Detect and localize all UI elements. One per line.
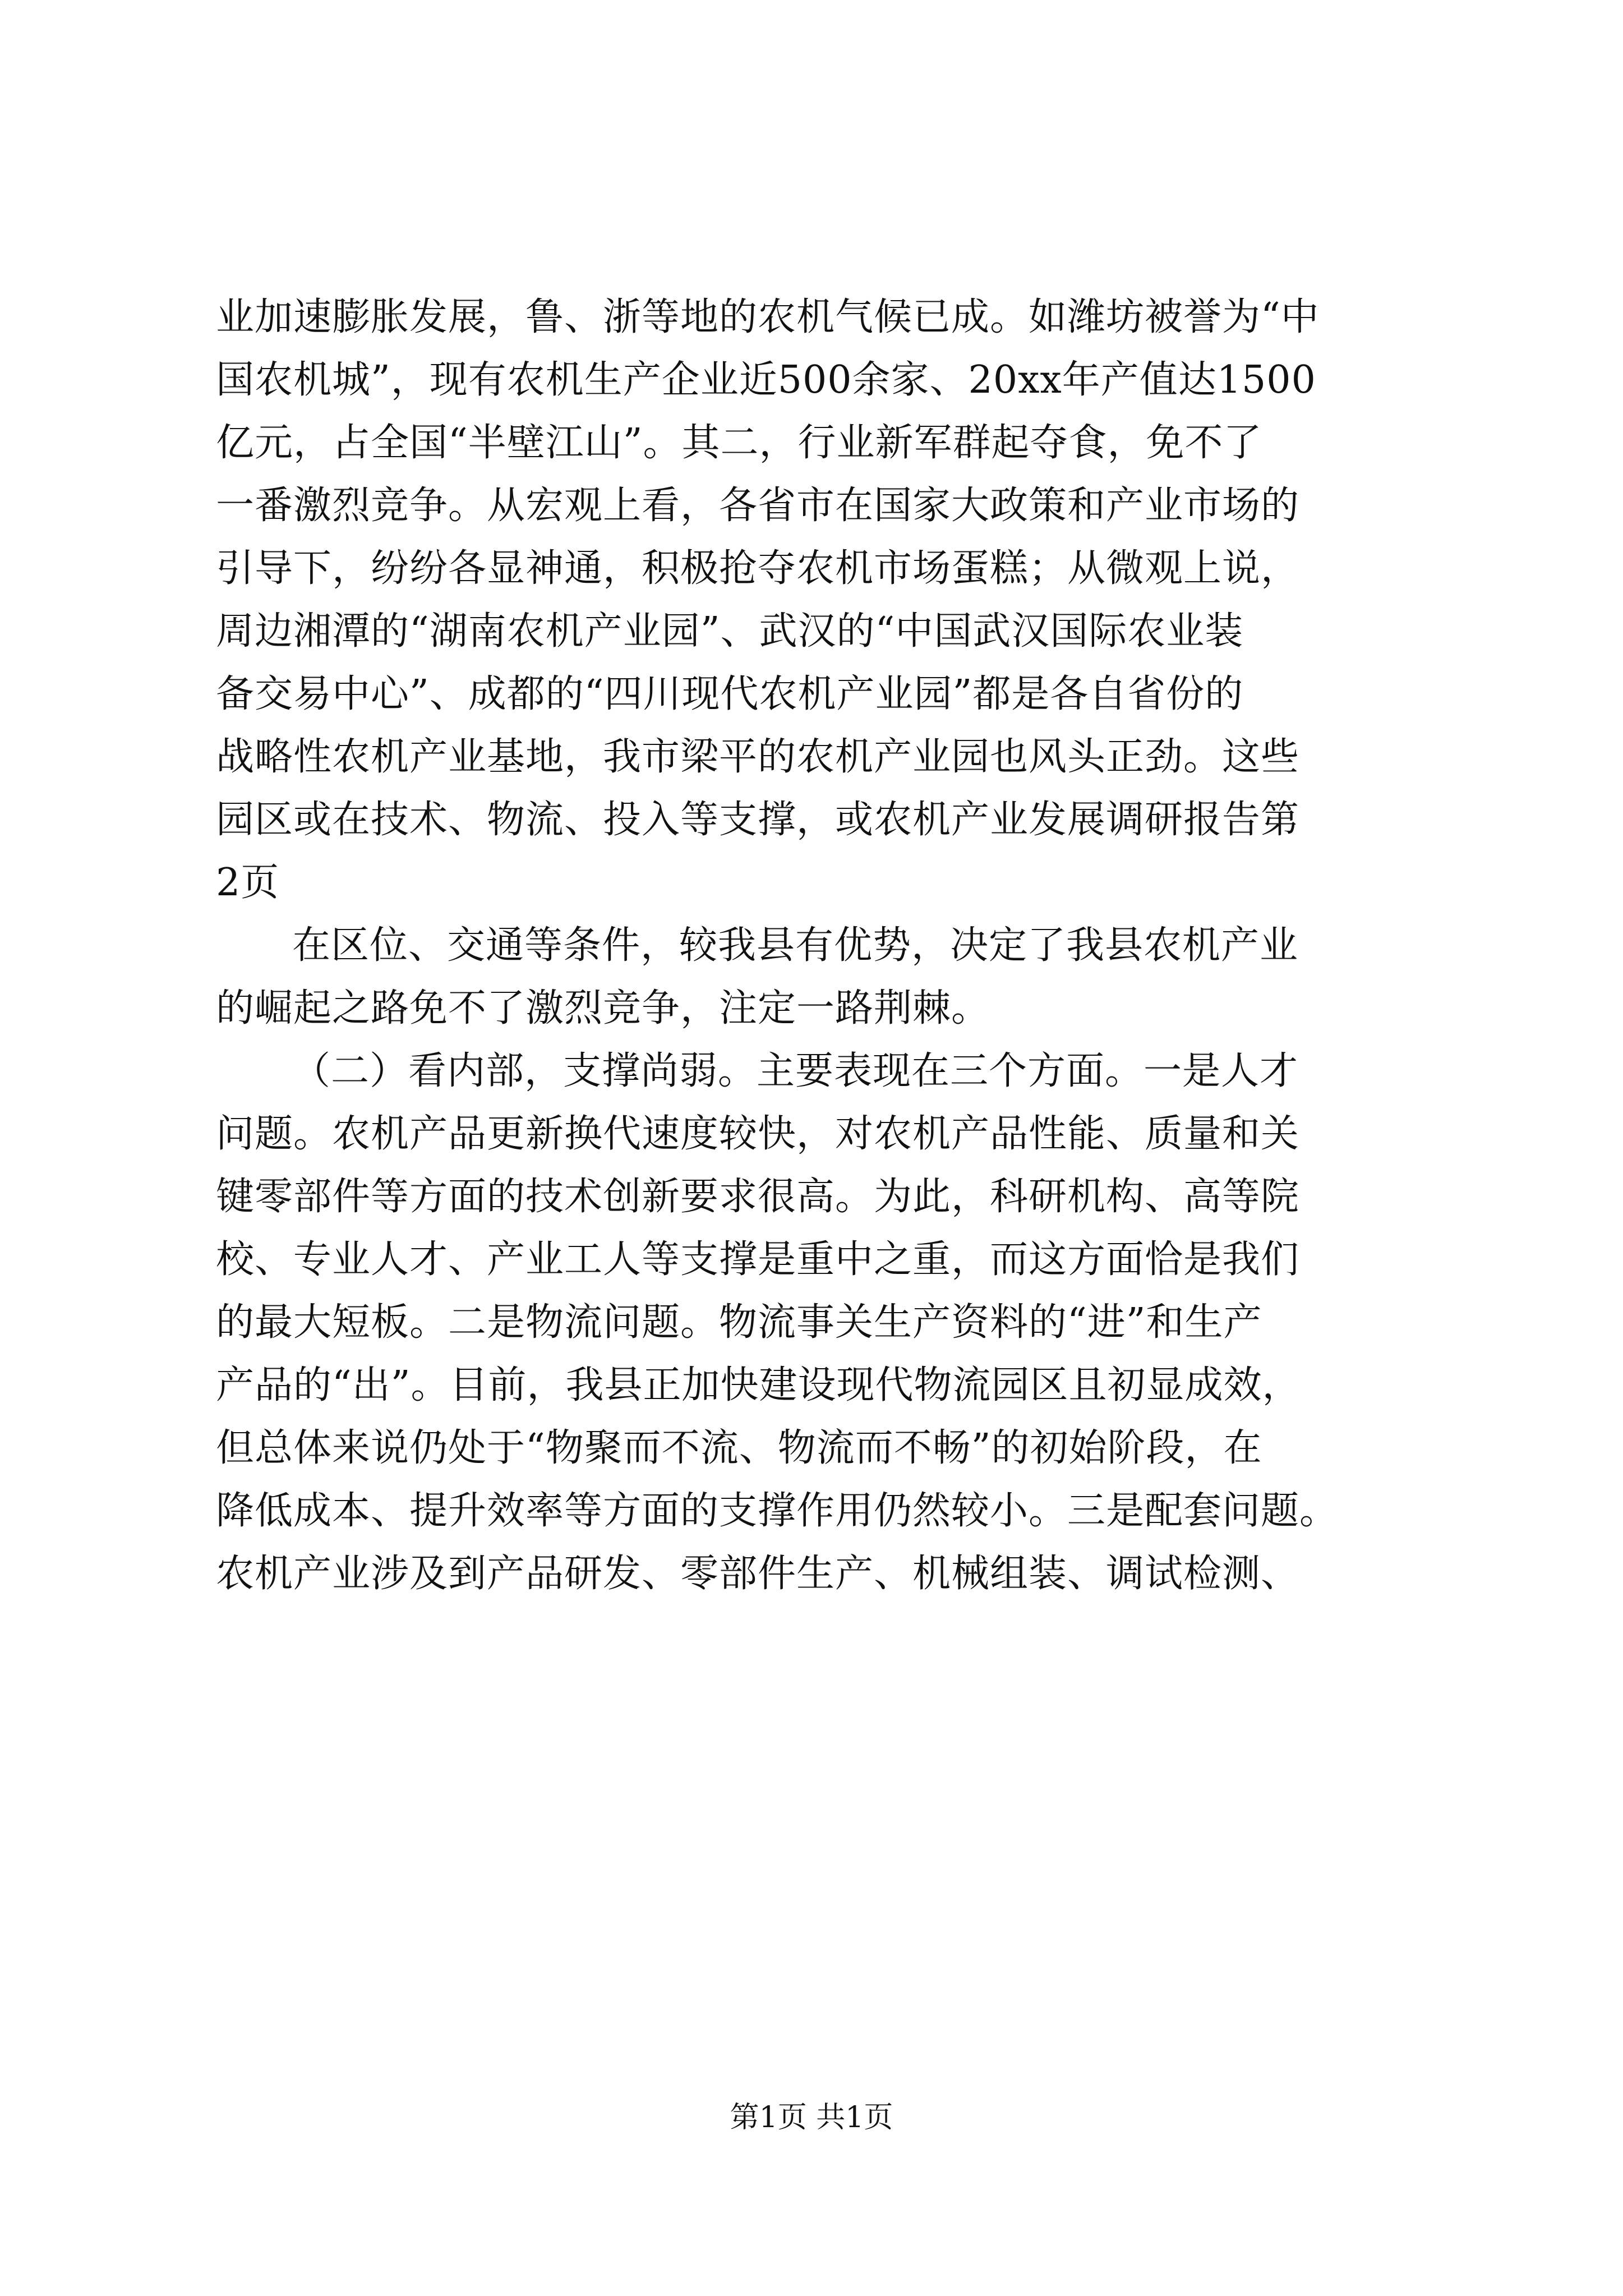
text-line: 键零部件等方面的技术创新要求很高。为此，科研机构、高等院	[216, 1175, 1300, 1219]
text-line: 产品的“出”。目前，我县正加快建设现代物流园区且初显成效，	[216, 1363, 1301, 1407]
text-line: 校、专业人才、产业工人等支撑是重中之重，而这方面恰是我们	[216, 1237, 1300, 1282]
text-line: 2页	[216, 861, 280, 905]
text-line: 亿元，占全国“半壁江山”。其二，行业新军群起夺食，免不了	[216, 421, 1262, 465]
text-line: 备交易中心”、成都的“四川现代农机产业园”都是各自省份的	[216, 672, 1244, 716]
text-line: 国农机城”，现有农机生产企业近500余家、20xx年产值达1500	[216, 358, 1316, 402]
text-line: 的崛起之路免不了激烈竞争，注定一路荆棘。	[216, 986, 990, 1030]
text-line: 业加速膨胀发展，鲁、浙等地的农机气候已成。如潍坊被誉为“中	[216, 295, 1320, 339]
document-body	[216, 286, 1413, 1605]
page-footer	[0, 2098, 1623, 2137]
text-line: 引导下，纷纷各显神通，积极抢夺农机市场蛋糕；从微观上说，	[216, 546, 1300, 591]
text-line: （二）看内部，支撑尚弱。主要表现在三个方面。一是人才	[292, 1049, 1299, 1093]
text-line: 农机产业涉及到产品研发、零部件生产、机械组装、调试检测、	[216, 1552, 1300, 1596]
page-number-label: 第1页 共1页	[730, 2101, 893, 2134]
text-line: 但总体来说仍处于“物聚而不流、物流而不畅”的初始阶段，在	[216, 1426, 1262, 1470]
text-line: 的最大短板。二是物流问题。物流事关生产资料的“进”和生产	[216, 1300, 1262, 1345]
text-line: 降低成本、提升效率等方面的支撑作用仍然较小。三是配套问题。	[216, 1489, 1339, 1533]
text-line: 园区或在技术、物流、投入等支撑，或农机产业发展调研报告第	[216, 798, 1300, 842]
paragraph-2	[216, 914, 1413, 1040]
paragraph-1	[216, 286, 1413, 914]
paragraph-3	[216, 1040, 1413, 1605]
text-line: 一番激烈竞争。从宏观上看，各省市在国家大政策和产业市场的	[216, 484, 1300, 528]
text-line: 战略性农机产业基地，我市梁平的农机产业园也风头正劲。这些	[216, 735, 1300, 779]
text-line: 问题。农机产品更新换代速度较快，对农机产品性能、质量和关	[216, 1112, 1300, 1156]
text-line: 在区位、交通等条件，较我县有优势，决定了我县农机产业	[292, 923, 1299, 968]
text-line: 周边湘潭的“湖南农机产业园”、武汉的“中国武汉国际农业装	[216, 609, 1244, 654]
